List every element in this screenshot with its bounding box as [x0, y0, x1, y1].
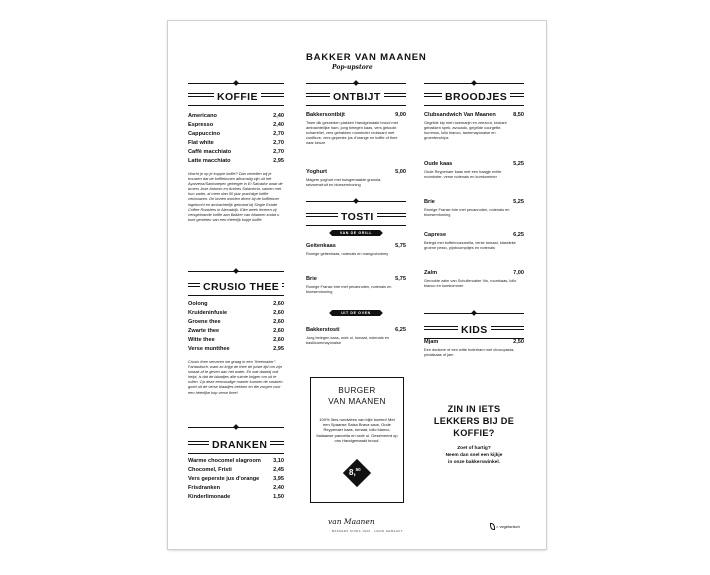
menu-item-desc: Gerookte zalm van Schulleruaker Vis, roomkaas, lollo bianco en komkommer	[424, 278, 517, 289]
menu-item-name: Chocomel, Fristi	[188, 467, 232, 473]
koffie-description: Wacht je op je koppie koffie? Dan vertellen wij je trouwen dat de koffiebonen afkomstig zijn uit het Ayarzena/Santoaepec gebergte in El Salvador waar de broers Jose Antonio en Andres Salaverria, samen met hun vader, al meer dan 50 jaar prachtige koffie verbouwen. De bonen worden direct bij de koffieboer ingekocht en ambachtelijk gebrand bij Single Estate Coffee Roasters in Alexadrijk. Elke week leveren zij versgebrande koffie aan Bakker van Maanen zodat u kunt genieten van een thèèrlijk kopje koffie.	[188, 171, 283, 222]
promo-line3: KOFFIE?	[453, 428, 495, 438]
menu-item-name: Zalm	[424, 270, 438, 276]
menu-item-name: Kinderlimonade	[188, 494, 231, 500]
menu-item-price: 5,00	[395, 169, 406, 175]
divider	[188, 453, 284, 454]
menu-item-desc: Jong belegen kaas, rode ui, tomaat, notenais en basilicummayonaise	[306, 335, 390, 346]
burger-price-sup: 50	[355, 467, 361, 472]
menu-item-desc: Gegrilde kip met rozemarijn en zeezout, krokant gebakken spek, avocado, gegrilde courgette, hummus, lollo bianco, tantemayonaise en groentenchips	[424, 120, 507, 141]
menu-item-price: 3,10	[273, 458, 284, 464]
menu-item-name: Flat white	[188, 140, 214, 146]
brand-subtitle: Pop-upstore	[332, 64, 373, 71]
section-title-tosti: TOSTI	[338, 211, 377, 223]
menu-item-price: 2,40	[273, 485, 284, 491]
menu-item-price: 8,50	[513, 112, 524, 118]
menu-item-name: Groene thee	[188, 319, 221, 325]
promo-sub1: Zoet of hartig?	[457, 446, 491, 451]
menu-item-desc: Romige geitenkaas, notenais en mangochutney	[306, 251, 389, 256]
menu-item-name: Latte macchiato	[188, 158, 231, 164]
menu-item-name: Yoghurt	[306, 169, 328, 175]
menu-item-price: 2,60	[273, 319, 284, 325]
menu-item-price: 7,00	[513, 270, 524, 276]
menu-item-price: 2,95	[273, 158, 284, 164]
promo-line1: ZIN IN IETS	[447, 404, 501, 414]
menu-item-price: 2,60	[273, 310, 284, 316]
menu-item-price: 3,95	[273, 476, 284, 482]
badge-van-de-grill: VAN DE GRILL	[332, 230, 380, 236]
menu-item-price: 6,25	[395, 327, 406, 333]
menu-item-desc: Oude Reypenaer kaas met een haagje echte roomboter, verse notenais en komkommer	[424, 169, 502, 180]
section-title-koffie: KOFFIE	[214, 91, 261, 103]
divider	[188, 295, 284, 296]
menu-item-name: Oolong	[188, 301, 208, 307]
burger-price	[349, 468, 361, 477]
menu-item-price: 2,95	[273, 346, 284, 352]
menu-item-name: Verse muntthee	[188, 346, 230, 352]
divider-diamond	[353, 198, 359, 204]
divider-diamond	[233, 424, 239, 430]
divider-diamond	[471, 310, 477, 316]
divider	[188, 105, 284, 106]
promo-sub2: Neem dan snel een kijkje	[445, 453, 503, 458]
menu-page	[168, 21, 546, 549]
menu-item-name: Geitenkaas	[306, 243, 336, 249]
menu-item-price: 2,45	[273, 467, 284, 473]
crusio-description: Crusio thee serveren we graag in een "theemaker". Fantastisch, want zo krijgt de thee de juiste tijd om zijn smaak af te geven aan het water. En wat daarbij ook helpt, is dat de blaadjes alle ruimte krijgen om uit te rollen. Op deze eenvoudige manier kunnen de smaken goed uit de verse blaadjes trekken en die zorgen voor een hèèrlijke kop verse thee!	[188, 359, 283, 395]
menu-item-price: 2,50	[513, 339, 524, 345]
section-title-crusio: CRUSIO THEE	[200, 281, 282, 293]
menu-item-name: Warme chocomel slagroom	[188, 458, 261, 464]
footer-logo: van Maanen	[328, 517, 375, 526]
divider-diamond	[233, 268, 239, 274]
menu-item-name: Espresso	[188, 122, 214, 128]
section-title-ontbijt: ONTBIJT	[330, 91, 384, 103]
menu-item-name: Bakkersontbijt	[306, 112, 345, 118]
burger-title-line2: VAN MAANEN	[328, 397, 386, 406]
menu-item-price: 2,70	[273, 131, 284, 137]
promo-line2: LEKKERS BIJ DE	[433, 416, 515, 426]
menu-item-price: 2,70	[273, 140, 284, 146]
menu-item-price: 2,70	[273, 149, 284, 155]
menu-item-price: 5,75	[395, 243, 406, 249]
menu-item-name: Brie	[306, 276, 317, 282]
divider-diamond	[471, 80, 477, 86]
menu-item-price: 9,00	[395, 112, 406, 118]
brand-name: BAKKER VAN MAANEN	[306, 52, 427, 63]
menu-item-desc: Romige Franse brie met pecannoten, notenais en bloesemhoning	[424, 207, 510, 218]
menu-item-price: 2,60	[273, 337, 284, 343]
section-title-broodjes: BROODJES	[442, 91, 510, 103]
menu-item-price: 5,75	[395, 276, 406, 282]
menu-item-price: 5,25	[513, 161, 524, 167]
menu-item-price: 5,25	[513, 199, 524, 205]
menu-item-name: Bakkerstosti	[306, 327, 340, 333]
menu-item-name: Caffè macchiato	[188, 149, 232, 155]
menu-item-name: Zwarte thee	[188, 328, 220, 334]
menu-item-price: 6,25	[513, 232, 524, 238]
menu-item-desc: Magere yoghurt met huisgemaakte granola, seizoensfruit en bloesemhoning	[306, 177, 382, 188]
menu-item-name: Mjam	[424, 339, 439, 345]
footer-tagline: BAKKERS SINDS 1920 · HAND GEMAAKT	[332, 529, 403, 533]
menu-item-name: Kruideninfusie	[188, 310, 228, 316]
menu-item-name: Clubsandwich Van Maanen	[424, 112, 496, 118]
menu-item-desc: Een donkere of een witte boterham met chocopasta, pindakaas of jam	[424, 347, 515, 358]
divider-diamond	[233, 80, 239, 86]
menu-item-name: Frisdranken	[188, 485, 221, 491]
burger-desc: 100% 3ers rundvlees van bijle boeien! Met een Spaanse Salsa Brava saus, Oude Reypenaer kaas, tomaat, lollo bianco, Italiaanse pancetta en rode ui. Geserveerd op ons Handgemaakt brood.	[316, 417, 398, 443]
section-title-kids: KIDS	[458, 324, 491, 336]
menu-item-name: Caprese	[424, 232, 447, 238]
menu-item-price: 2,40	[273, 122, 284, 128]
menu-item-price: 1,50	[273, 494, 284, 500]
menu-item-name: Vers geperste jus d'orange	[188, 476, 260, 482]
menu-item-name: Brie	[424, 199, 435, 205]
leaf-icon	[490, 523, 495, 530]
divider	[306, 105, 406, 106]
badge-uit-de-oven: UIT DE OVEN	[332, 310, 380, 316]
menu-item-desc: Romige Franse brie met pecannoten, notenais en bloesemhoning	[306, 284, 392, 295]
menu-item-desc: Belegd met buffelmozzarella, verse tomaat, klassieke groene pesto, pijnboompitjes en notenais	[424, 240, 516, 251]
burger-title-line1: BURGER	[338, 386, 376, 395]
menu-item-name: Americano	[188, 113, 217, 119]
divider-diamond	[353, 80, 359, 86]
menu-item-price: 2,40	[273, 113, 284, 119]
menu-item-name: Witte thee	[188, 337, 215, 343]
menu-item-price: 2,60	[273, 301, 284, 307]
section-title-dranken: DRANKEN	[209, 439, 270, 451]
menu-item-price: 2,60	[273, 328, 284, 334]
vegetarisch-legend: = vegetarisch	[496, 524, 520, 529]
menu-item-name: Oude kaas	[424, 161, 453, 167]
menu-item-desc: Twee dik gesneden plakken Handgemaakt brood met ambachtelijke ham, jong belegen kaas, vers gekookt scharreliei, vers gebakken roomboter croissant met confiture, vers geperste jus d'orange en koffie of thee naar keuze	[306, 120, 398, 146]
burger-price-main: 8,	[349, 468, 356, 477]
divider	[306, 225, 406, 226]
divider	[424, 105, 524, 106]
promo-sub3: in onze bakkerswinkel.	[448, 460, 500, 465]
menu-item-name: Cappuccino	[188, 131, 221, 137]
